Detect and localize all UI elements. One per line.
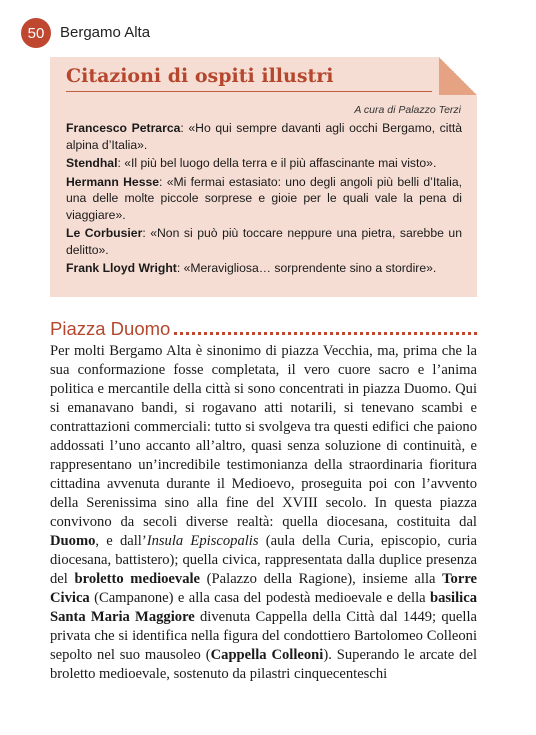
body-bold-term: basilica Santa Maria Maggiore [50, 590, 477, 625]
quotes-box [50, 57, 477, 297]
body-bold-term: broletto medioevale [74, 571, 201, 587]
quote-author: Le Corbusier [66, 226, 143, 240]
curated-by: A cura di Palazzo Terzi [354, 104, 461, 116]
section-heading [50, 318, 477, 340]
quotes-list [66, 120, 462, 279]
body-segment: (Campanone) e alla casa del podestà medioevale e della [89, 590, 430, 606]
quote-item [66, 120, 462, 153]
body-segment: ). Superando le arcate del broletto medioevale, sostenuto da pilastri cinquecenteschi [50, 647, 477, 682]
quote-text: : «Non si può più toccare neppure una pietra, sarebbe un delitto». [66, 226, 462, 257]
folded-corner [439, 57, 477, 95]
section-title: Piazza Duomo [50, 318, 171, 339]
body-segment: (aula della Curia, episcopio, curia diocesana, battistero); quella civica, rappresentata dalla duplice presenza del [50, 533, 477, 587]
body-segment: , e dall’ [95, 533, 147, 549]
body-bold-term: Duomo [50, 533, 96, 549]
quote-item [66, 225, 462, 258]
quote-text: : «Ho qui sempre davanti agli occhi Bergamo, città alpina d’Italia». [66, 121, 462, 152]
section-body [50, 342, 477, 684]
quote-author: Hermann Hesse [66, 174, 160, 189]
box-title: Citazioni di ospiti illustri [66, 65, 334, 87]
body-segment: Per molti Bergamo Alta è sinonimo di piazza Vecchia, ma, prima che la sua conformazione fosse completata, il vero cuore sacro e l’anima politica e mercantile della città si sono concentrati in piazza Duomo. Qui si emanavano bandi, si rogavano atti notarili, si tenevano scambi e contrattazioni commerciali: tutto si svolgeva tra questi edifici che paiono addossati l’uno accanto all’altro, quasi senza soluzione di continuità, e rappresentano un’incredibile testimonianza della straordinaria fioritura cittadina avvenuta durante il Medioevo, proseguita poi con l’avvento della Serenissima sino alla fine del XVIII secolo. In questa piazza convivono da secoli diverse realtà: quella diocesana, costituita dal [50, 343, 477, 530]
quote-text: : «Il più bel luogo della terra e il più affascinante mai visto». [117, 156, 437, 170]
body-bold-term: Torre Civica [50, 571, 478, 606]
quote-item [66, 260, 462, 277]
quote-text: : «Mi fermai estasiato: uno degli angoli più belli d’Italia, una delle molte piccole sorprese e gioie per le quali vale la pena di viaggiare». [66, 174, 462, 222]
quote-author: Frank Lloyd Wright [66, 261, 177, 275]
body-segment: divenuta Cappella della Città dal 1449; quella privata che si identifica nella figura del condottiero Bartolomeo Colleoni sepolto nel suo mausoleo ( [50, 609, 477, 663]
dotted-leader [174, 332, 477, 335]
running-header: Bergamo Alta [60, 24, 151, 41]
body-bold-term: Cappella Colleoni [210, 647, 324, 663]
body-italic-term: Insula Episcopalis [146, 533, 259, 549]
quote-author: Stendhal [66, 156, 118, 170]
body-segment: (Palazzo della Ragione), insieme alla [200, 571, 443, 587]
quote-item [66, 174, 462, 224]
quote-item [66, 155, 462, 172]
page-number-badge: 50 [21, 18, 51, 48]
quote-author: Francesco Petrarca [66, 121, 181, 135]
title-rule [66, 91, 432, 92]
quote-text: : «Meravigliosa… sorprendente sino a stordire». [176, 261, 437, 275]
